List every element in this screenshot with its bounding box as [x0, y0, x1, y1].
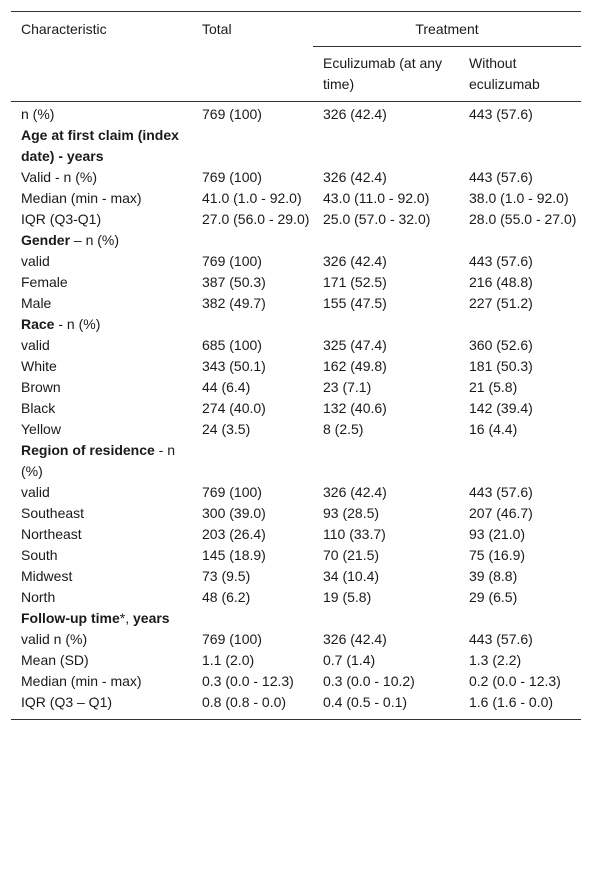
table-row	[11, 482, 581, 503]
without-eculizumab-cell: 75 (16.9)	[469, 547, 526, 563]
eculizumab-cell: 19 (5.8)	[323, 589, 372, 605]
empty-cell	[459, 440, 581, 482]
row-label: Yellow	[21, 421, 61, 437]
eculizumab-cell: 34 (10.4)	[323, 568, 380, 584]
total-cell: 44 (6.4)	[202, 379, 251, 395]
section-title-bold: Race	[21, 316, 55, 332]
table-row	[11, 377, 581, 398]
table-row	[11, 671, 581, 692]
row-label: IQR (Q3-Q1)	[21, 211, 102, 227]
table-row	[11, 419, 581, 440]
eculizumab-cell: 25.0 (57.0 - 32.0)	[323, 211, 431, 227]
empty-cell	[313, 440, 459, 482]
eculizumab-cell: 8 (2.5)	[323, 421, 364, 437]
empty-cell	[192, 440, 313, 482]
header-eculizumab: Eculizumab (at any time)	[323, 55, 443, 92]
row-label: Male	[21, 295, 52, 311]
eculizumab-cell: 0.4 (0.5 - 0.1)	[313, 692, 459, 720]
eculizumab-cell: 0.3 (0.0 - 10.2)	[323, 673, 415, 689]
row-label: Median (min - max)	[21, 190, 142, 206]
total-cell: 41.0 (1.0 - 92.0)	[202, 190, 302, 206]
table-row	[11, 545, 581, 566]
without-eculizumab-cell: 443 (57.6)	[469, 253, 533, 269]
total-cell: 685 (100)	[202, 337, 262, 353]
empty-cell	[192, 230, 313, 251]
total-cell: 0.8 (0.8 - 0.0)	[192, 692, 313, 720]
without-eculizumab-cell: 38.0 (1.0 - 92.0)	[469, 190, 569, 206]
eculizumab-cell: 326 (42.4)	[323, 484, 387, 500]
table-row	[11, 272, 581, 293]
section-title-suffix: *,	[119, 610, 133, 626]
eculizumab-cell: 162 (49.8)	[323, 358, 387, 374]
row-label: Brown	[21, 379, 61, 395]
eculizumab-cell: 70 (21.5)	[323, 547, 380, 563]
table-row	[11, 335, 581, 356]
without-eculizumab-cell: 29 (6.5)	[469, 589, 518, 605]
without-eculizumab-cell: 0.2 (0.0 - 12.3)	[469, 673, 561, 689]
without-eculizumab-cell: 443 (57.6)	[469, 484, 533, 500]
row-label: Mean (SD)	[21, 652, 89, 668]
section-row	[11, 314, 581, 335]
section-title-bold: Age at first claim (index date) - years	[21, 127, 179, 164]
table-row	[11, 167, 581, 188]
eculizumab-cell: 23 (7.1)	[323, 379, 372, 395]
row-label: valid	[21, 337, 50, 353]
row-label: Northeast	[21, 526, 82, 542]
section-row	[11, 125, 581, 167]
eculizumab-cell: 93 (28.5)	[323, 505, 380, 521]
section-title-bold: Follow-up time	[21, 610, 120, 626]
row-label: North	[21, 589, 56, 605]
empty-cell	[192, 608, 313, 629]
total-cell: 24 (3.5)	[202, 421, 251, 437]
empty-cell	[459, 125, 581, 167]
without-eculizumab-cell: 39 (8.8)	[469, 568, 518, 584]
eculizumab-cell: 326 (42.4)	[323, 169, 387, 185]
row-label: valid	[21, 484, 50, 500]
table-row	[11, 293, 581, 314]
table-row	[11, 102, 581, 126]
without-eculizumab-cell: 28.0 (55.0 - 27.0)	[469, 211, 577, 227]
table-row	[11, 188, 581, 209]
total-cell: 769 (100)	[202, 253, 262, 269]
section-title-bold-2: years	[133, 610, 170, 626]
without-eculizumab-cell: 443 (57.6)	[469, 169, 533, 185]
eculizumab-cell: 326 (42.4)	[323, 253, 387, 269]
table-body	[11, 102, 581, 720]
without-eculizumab-cell: 443 (57.6)	[469, 106, 533, 122]
row-label: Black	[21, 400, 56, 416]
eculizumab-cell: 326 (42.4)	[323, 106, 387, 122]
table-row	[11, 524, 581, 545]
empty-cell	[313, 230, 459, 251]
total-cell: 1.1 (2.0)	[202, 652, 255, 668]
section-row	[11, 440, 581, 482]
empty-cell	[192, 314, 313, 335]
row-label: valid n (%)	[21, 631, 88, 647]
total-cell: 343 (50.1)	[202, 358, 266, 374]
without-eculizumab-cell: 1.6 (1.6 - 0.0)	[459, 692, 581, 720]
row-label: White	[21, 358, 57, 374]
eculizumab-cell: 43.0 (11.0 - 92.0)	[323, 190, 430, 206]
total-cell: 0.3 (0.0 - 12.3)	[202, 673, 294, 689]
section-row	[11, 230, 581, 251]
total-cell: 769 (100)	[202, 484, 262, 500]
empty-cell	[192, 125, 313, 167]
section-title-suffix: - n (%)	[54, 316, 101, 332]
without-eculizumab-cell: 443 (57.6)	[469, 631, 533, 647]
table-row	[11, 692, 581, 720]
empty-cell	[313, 608, 459, 629]
without-eculizumab-cell: 16 (4.4)	[469, 421, 518, 437]
characteristics-table	[11, 11, 581, 720]
without-eculizumab-cell: 181 (50.3)	[469, 358, 533, 374]
without-eculizumab-cell: 21 (5.8)	[469, 379, 518, 395]
total-cell: 73 (9.5)	[202, 568, 251, 584]
total-cell: 769 (100)	[202, 169, 262, 185]
header-treatment: Treatment	[313, 12, 581, 47]
eculizumab-cell: 171 (52.5)	[323, 274, 387, 290]
empty-cell	[459, 230, 581, 251]
section-title	[11, 608, 192, 629]
section-title	[11, 230, 192, 251]
eculizumab-cell: 110 (33.7)	[323, 526, 386, 542]
table-row	[11, 566, 581, 587]
section-title	[11, 440, 192, 482]
total-cell: 145 (18.9)	[202, 547, 266, 563]
eculizumab-cell: 155 (47.5)	[323, 295, 387, 311]
row-label: IQR (Q3 – Q1)	[11, 692, 192, 720]
empty-cell	[459, 608, 581, 629]
header-total: Total	[192, 12, 313, 102]
total-cell: 48 (6.2)	[202, 589, 251, 605]
without-eculizumab-cell: 227 (51.2)	[469, 295, 533, 311]
row-label: Female	[21, 274, 68, 290]
row-label: valid	[21, 253, 50, 269]
section-title	[11, 314, 192, 335]
empty-cell	[313, 125, 459, 167]
total-cell: 769 (100)	[202, 106, 262, 122]
total-cell: 300 (39.0)	[202, 505, 266, 521]
table-header	[11, 12, 581, 102]
section-row	[11, 608, 581, 629]
table-row	[11, 356, 581, 377]
section-title	[11, 125, 192, 167]
without-eculizumab-cell: 93 (21.0)	[469, 526, 526, 542]
table-row	[11, 629, 581, 650]
table-row	[11, 398, 581, 419]
empty-cell	[313, 314, 459, 335]
table-row	[11, 209, 581, 230]
eculizumab-cell: 326 (42.4)	[323, 631, 387, 647]
table-row	[11, 503, 581, 524]
row-label: South	[21, 547, 58, 563]
without-eculizumab-cell: 1.3 (2.2)	[469, 652, 522, 668]
eculizumab-cell: 325 (47.4)	[323, 337, 387, 353]
without-eculizumab-cell: 207 (46.7)	[469, 505, 533, 521]
section-title-suffix: – n (%)	[70, 232, 120, 248]
table-row	[11, 251, 581, 272]
total-cell: 274 (40.0)	[202, 400, 266, 416]
without-eculizumab-cell: 142 (39.4)	[469, 400, 533, 416]
total-cell: 382 (49.7)	[202, 295, 266, 311]
total-cell: 387 (50.3)	[202, 274, 266, 290]
row-label: Southeast	[21, 505, 85, 521]
table-row	[11, 587, 581, 608]
row-label: Valid - n (%)	[21, 169, 97, 185]
section-title-bold: Region of residence	[21, 442, 155, 458]
table-row	[11, 650, 581, 671]
row-label: Median (min - max)	[21, 673, 142, 689]
eculizumab-cell: 0.7 (1.4)	[323, 652, 376, 668]
section-title-bold: Gender	[21, 232, 71, 248]
section-title-suffix: - n (%)	[21, 442, 176, 479]
header-without-eculizumab: Without eculizumab	[469, 55, 540, 92]
without-eculizumab-cell: 216 (48.8)	[469, 274, 533, 290]
eculizumab-cell: 132 (40.6)	[323, 400, 387, 416]
total-cell: 769 (100)	[202, 631, 262, 647]
row-label: n (%)	[21, 106, 55, 122]
total-cell: 203 (26.4)	[202, 526, 266, 542]
total-cell: 27.0 (56.0 - 29.0)	[202, 211, 310, 227]
row-label: Midwest	[21, 568, 73, 584]
header-characteristic: Characteristic	[11, 12, 192, 102]
empty-cell	[459, 314, 581, 335]
without-eculizumab-cell: 360 (52.6)	[469, 337, 533, 353]
